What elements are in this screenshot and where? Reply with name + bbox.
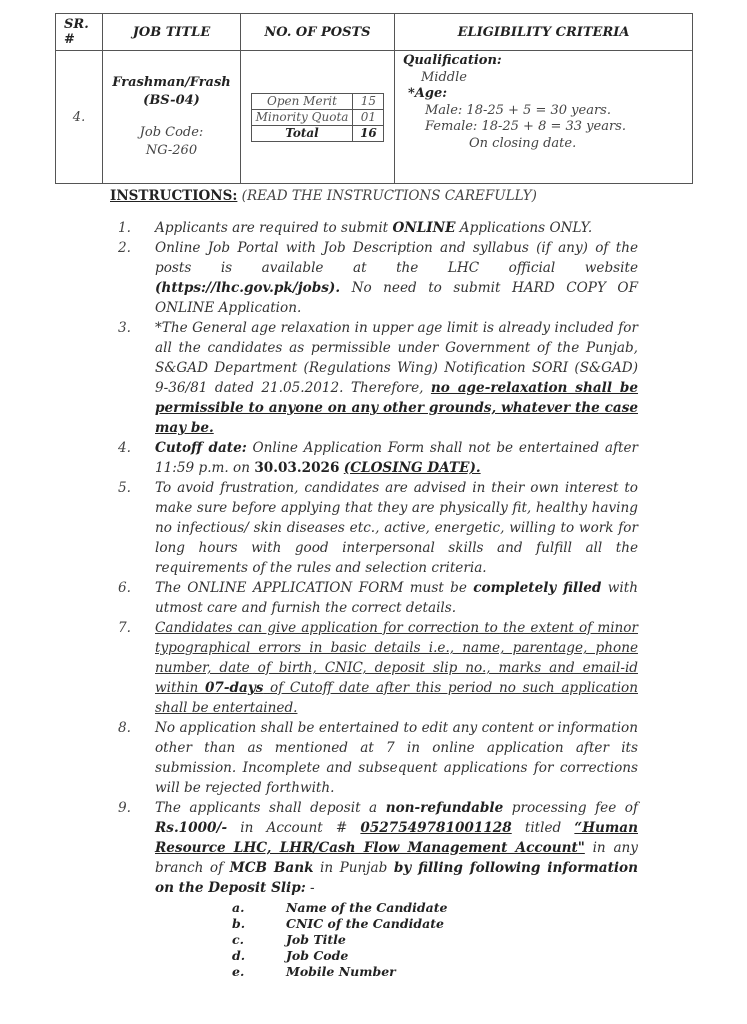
instruction-item-5 bbox=[118, 478, 638, 578]
text: The applicants shall deposit a bbox=[155, 800, 386, 816]
job-code: NG-260 bbox=[145, 143, 198, 158]
item-number: 4. bbox=[118, 440, 131, 456]
item-number: 2. bbox=[118, 240, 131, 256]
slip-text: Name of the Candidate bbox=[286, 900, 448, 915]
closing-date: 30.03.2026 bbox=[254, 460, 340, 476]
text: Online Job Portal with Job Description and syllabus (if any) of the posts is available at the LHC official website bbox=[155, 240, 638, 276]
slip-item bbox=[232, 964, 447, 980]
posts-value: 16 bbox=[353, 125, 384, 141]
posts-row-minority-quota bbox=[251, 109, 384, 125]
text: in Punjab bbox=[313, 860, 394, 876]
text-bold-underline: no age-relaxation shall be permissible to anyone on any other grounds, whatever the case may be. bbox=[155, 380, 639, 436]
text: Applicants are required to submit bbox=[155, 220, 393, 236]
text: To avoid frustration, candidates are advised in their own interest to make sure before applying that they are physically fit, healthy having no infectious/ skin diseases etc., active, energetic, willing to work for long hours with good interpersonal skills and fulfill all the requirements of the rules and selection criteria. bbox=[155, 480, 638, 576]
instruction-item-1 bbox=[118, 218, 638, 238]
text-bold: completely filled bbox=[473, 580, 602, 596]
instructions-heading bbox=[110, 188, 537, 204]
text-bold: non-refundable bbox=[385, 800, 504, 816]
text-bold: ONLINE bbox=[392, 220, 456, 236]
job-table-header bbox=[56, 14, 693, 51]
job-table bbox=[55, 13, 693, 184]
text-bold: by filling following information on the Deposit Slip: bbox=[155, 860, 638, 896]
text: The ONLINE APPLICATION FORM must be bbox=[155, 580, 474, 596]
text: titled bbox=[511, 820, 575, 836]
instruction-item-4 bbox=[118, 438, 638, 478]
slip-letter: d. bbox=[232, 948, 246, 963]
text: Candidates can give application for correction to the extent of minor typographical errors in basic details i.e., name, parentage, phone number, date of birth, CNIC, deposit slip no., marks and email-id within bbox=[155, 620, 638, 696]
slip-letter: a. bbox=[232, 900, 245, 915]
instruction-item-9 bbox=[118, 798, 638, 898]
bank-name: MCB Bank bbox=[229, 860, 314, 876]
header-job-title: JOB TITLE bbox=[103, 14, 241, 51]
item-number: 9. bbox=[118, 800, 131, 816]
text: No need to submit HARD COPY OF ONLINE Application. bbox=[155, 280, 638, 316]
deposit-slip-list bbox=[232, 900, 447, 980]
item-number: 5. bbox=[118, 480, 131, 496]
slip-item bbox=[232, 916, 447, 932]
text: with utmost care and furnish the correct details. bbox=[155, 580, 638, 616]
header-eligibility: ELIGIBILITY CRITERIA bbox=[395, 14, 693, 51]
posts-cell bbox=[241, 51, 395, 184]
qualification-label: Qualification: bbox=[403, 53, 502, 68]
slip-item bbox=[232, 932, 447, 948]
instruction-item-2 bbox=[118, 238, 638, 318]
posts-table bbox=[251, 93, 385, 142]
instruction-item-8 bbox=[118, 718, 638, 798]
slip-item bbox=[232, 900, 447, 916]
posts-value: 15 bbox=[353, 93, 384, 109]
instructions-list bbox=[118, 218, 638, 898]
text-bold-underline: (CLOSING DATE). bbox=[343, 460, 481, 476]
qualification-value: Middle bbox=[421, 69, 467, 85]
age-closing-date: On closing date. bbox=[469, 135, 577, 151]
instruction-item-6 bbox=[118, 578, 638, 618]
posts-row-open-merit bbox=[251, 93, 384, 109]
age-label: *Age: bbox=[408, 86, 448, 101]
slip-text: Job Title bbox=[286, 932, 346, 947]
slip-letter: c. bbox=[232, 932, 244, 947]
text: - bbox=[305, 880, 315, 896]
fee-amount: Rs.1000/- bbox=[155, 820, 228, 836]
account-title: “Human Resource LHC, LHR/Cash Flow Management Account" bbox=[155, 820, 638, 856]
header-posts: NO. OF POSTS bbox=[241, 14, 395, 51]
age-female: Female: 18-25 + 8 = 33 years. bbox=[425, 119, 626, 134]
slip-letter: b. bbox=[232, 916, 246, 931]
text: of Cutoff date after this period no such application shall be entertained. bbox=[155, 680, 638, 716]
instructions-note: (READ THE INSTRUCTIONS CAREFULLY) bbox=[237, 188, 537, 204]
text: Applications ONLY. bbox=[455, 220, 593, 236]
posts-label: Open Merit bbox=[251, 93, 353, 109]
account-number: 0527549781001128 bbox=[360, 820, 512, 836]
age-male: Male: 18-25 + 5 = 30 years. bbox=[425, 102, 611, 118]
posts-row-total bbox=[251, 125, 384, 141]
text: No application shall be entertained to edit any content or information other than as mentioned at 7 in online application after its submission. Incomplete and subsequent applications for corrections will be rejected forthwith. bbox=[155, 720, 638, 796]
text: processing fee of bbox=[503, 800, 638, 816]
item-number: 8. bbox=[118, 720, 131, 736]
text-bold: Cutoff date: bbox=[155, 440, 247, 456]
item-number: 6. bbox=[118, 580, 131, 596]
text: *The General age relaxation in upper age limit is already included for all the candidates as permissible under Government of the Punjab, S&GAD Department (Regulations Wing) Notification SORI (S&GAD) 9-36/81 dated 21.05.2012. Therefore, bbox=[155, 320, 638, 396]
slip-text: Mobile Number bbox=[286, 964, 396, 979]
eligibility-cell bbox=[395, 51, 693, 184]
job-scale: (BS-04) bbox=[143, 93, 200, 108]
text-bold: 07-days bbox=[204, 680, 264, 696]
text: in Account # bbox=[227, 820, 361, 836]
sr-number: 4. bbox=[56, 51, 103, 184]
text: in any branch of bbox=[155, 840, 638, 876]
table-row bbox=[56, 51, 693, 184]
job-title: Frashman/Frash bbox=[112, 75, 231, 90]
item-number: 1. bbox=[118, 220, 131, 236]
slip-letter: e. bbox=[232, 964, 245, 979]
posts-label: Minority Quota bbox=[251, 109, 353, 125]
instructions-label: INSTRUCTIONS: bbox=[110, 188, 238, 204]
website-link[interactable]: (https://lhc.gov.pk/jobs). bbox=[155, 280, 341, 296]
posts-label: Total bbox=[251, 125, 353, 141]
job-code-label: Job Code: bbox=[139, 125, 204, 140]
item-number: 3. bbox=[118, 320, 131, 336]
slip-text: Job Code bbox=[286, 948, 349, 963]
text: Online Application Form shall not be entertained after 11:59 p.m. on bbox=[155, 440, 638, 476]
instruction-item-7 bbox=[118, 618, 638, 718]
posts-value: 01 bbox=[353, 109, 384, 125]
instruction-item-3 bbox=[118, 318, 638, 438]
slip-text: CNIC of the Candidate bbox=[286, 916, 444, 931]
item-number: 7. bbox=[118, 620, 131, 636]
job-title-cell bbox=[103, 51, 241, 184]
header-sr: SR. # bbox=[56, 14, 103, 51]
slip-item bbox=[232, 948, 447, 964]
